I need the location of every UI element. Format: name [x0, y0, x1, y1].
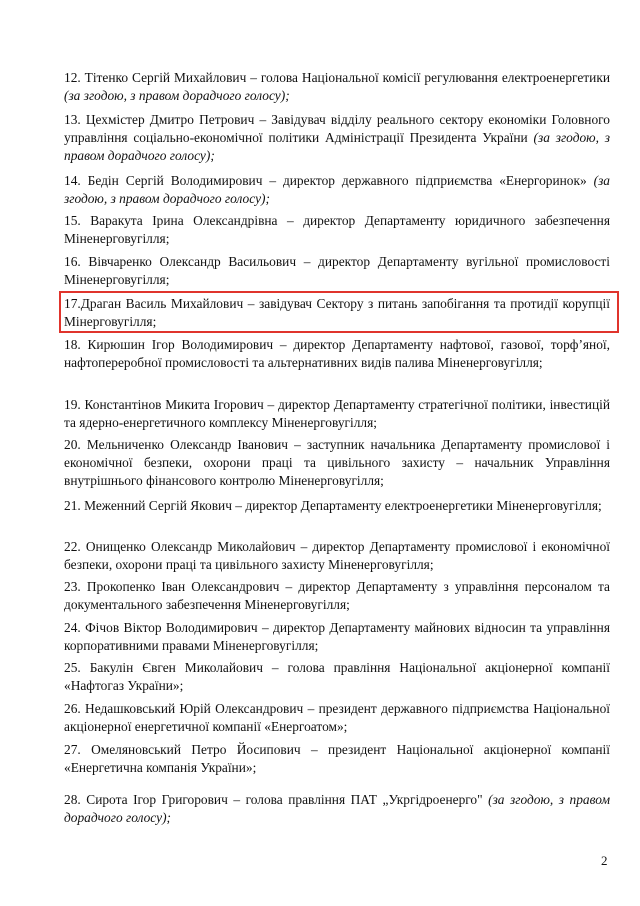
- member-entry-25: 25. Бакулін Євген Миколайович – голова правління Національної акціонерної компанії «Нафтогаз України»;: [64, 660, 610, 693]
- member-entry-26: 26. Недашковський Юрій Олександрович – президент державного підприємства Національної акціонерної енергетичної компанії «Енергоатом»;: [64, 701, 610, 734]
- member-entry-13: 13. Цехмістер Дмитро Петрович – Завідувач відділу реального сектору економіки Головного управління соціально-економічної політики Адміністрації Президента України (за згодою, з правом дорадчого голосу);: [64, 112, 610, 163]
- member-entry-19: 19. Константінов Микита Ігорович – директор Департаменту стратегічної політики, інвестицій та ядерно-енергетичного комплексу Міненерговугілля;: [64, 397, 610, 430]
- member-entry-22: 22. Онищенко Олександр Миколайович – директор Департаменту промислової і економічної безпеки, охорони праці та цивільного захисту Міненерговугілля;: [64, 539, 610, 572]
- member-entry-18: 18. Кирюшин Ігор Володимирович – директор Департаменту нафтової, газової, торф’яної, нафтопереробної промисловості та альтернативних видів палива Міненерговугілля;: [64, 337, 610, 370]
- page-number: 2: [601, 853, 608, 868]
- member-entry-17: 17.Драган Василь Михайлович – завідувач Сектору з питань запобігання та протидії корупції Мінерговугілля;: [64, 296, 610, 329]
- member-entry-24: 24. Фічов Віктор Володимирович – директор Департаменту майнових відносин та управління корпоративними правами Міненерговугілля;: [64, 620, 610, 653]
- member-entry-15: 15. Варакута Ірина Олександрівна – директор Департаменту юридичного забезпечення Міненерговугілля;: [64, 213, 610, 246]
- member-entry-20: 20. Мельниченко Олександр Іванович – заступник начальника Департаменту промислової і економічної безпеки, охорони праці та цивільного захисту – начальник Управління внутрішнього фінансового контролю Міненерговугілля;: [64, 437, 610, 488]
- member-entry-23: 23. Прокопенко Іван Олександрович – директор Департаменту з управління персоналом та документального забезпечення Міненерговугілля;: [64, 579, 610, 612]
- member-entry-21: 21. Меженний Сергій Якович – директор Департаменту електроенергетики Міненерговугілля;: [64, 498, 602, 513]
- member-entry-27: 27. Омеляновський Петро Йосипович – президент Національної акціонерної компанії «Енергетична компанія України»;: [64, 742, 610, 775]
- member-entry-16: 16. Вівчаренко Олександр Васильович – директор Департаменту вугільної промисловості Міненерговугілля;: [64, 254, 610, 287]
- member-entry-12: 12. Тітенко Сергій Михайлович – голова Національної комісії регулювання електроенергетики (за згодою, з правом дорадчого голосу);: [64, 70, 610, 103]
- member-entry-28: 28. Сирота Ігор Григорович – голова правління ПАТ „Укргідроенерго" (за згодою, з правом дорадчого голосу);: [64, 792, 610, 825]
- member-entry-14: 14. Бедін Сергій Володимирович – директор державного підприємства «Енергоринок» (за згодою, з правом дорадчого голосу);: [64, 173, 610, 206]
